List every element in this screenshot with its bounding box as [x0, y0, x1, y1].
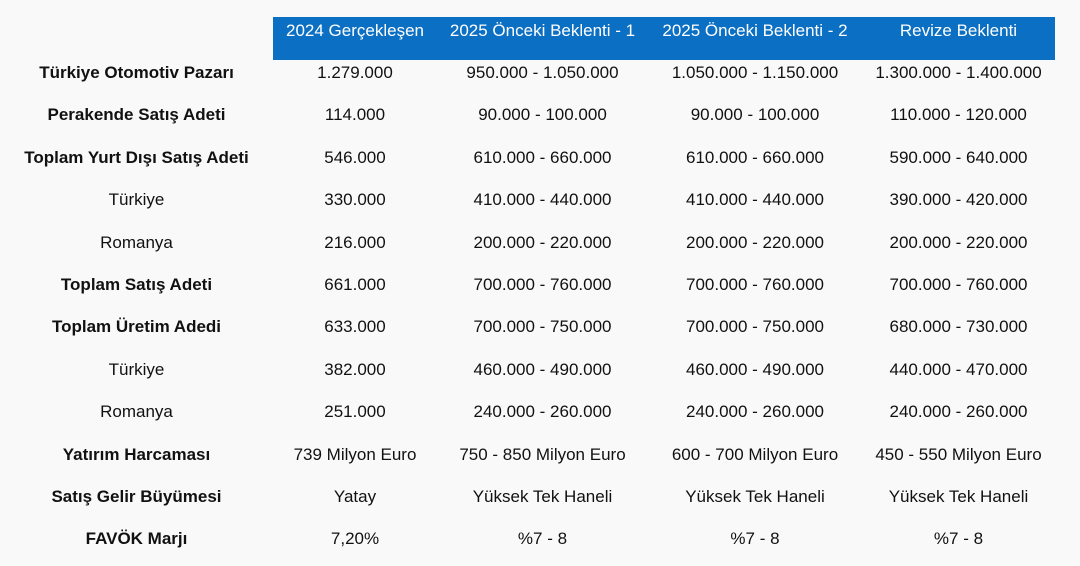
row-label: Türkiye	[108, 190, 165, 210]
cell-value: 590.000 - 640.000	[889, 147, 1028, 167]
cell-value: 610.000 - 660.000	[685, 147, 824, 167]
table-row	[0, 94, 1055, 136]
cell-value: 410.000 - 440.000	[473, 190, 612, 210]
table-header	[0, 10, 1055, 52]
header-2024: 2024 Gerçekleşen	[286, 21, 424, 40]
cell-value: 110.000 - 120.000	[890, 105, 1027, 125]
table-row	[0, 518, 1055, 560]
cell-value: 200.000 - 220.000	[473, 232, 612, 252]
header-revised: Revize Beklenti	[899, 21, 1018, 40]
row-label: Türkiye Otomotiv Pazarı	[39, 63, 234, 82]
cell-value: 90.000 - 100.000	[690, 105, 820, 125]
row-label: Türkiye	[108, 359, 165, 379]
table-row	[0, 137, 1055, 179]
cell-value: 440.000 - 470.000	[889, 359, 1028, 379]
row-label: Yatırım Harcaması	[62, 444, 211, 464]
cell-value: 661.000	[324, 275, 386, 294]
cell-value: 600 - 700 Milyon Euro	[671, 444, 839, 464]
cell-value: 382.000	[324, 359, 386, 379]
table-row	[0, 306, 1055, 348]
cell-value: 700.000 - 750.000	[685, 317, 824, 337]
cell-value: 330.000	[324, 190, 386, 210]
cell-value: %7 - 8	[517, 529, 568, 549]
cell-value: 114.000	[324, 105, 386, 125]
table-row	[0, 222, 1055, 264]
row-label: Satış Gelir Büyümesi	[51, 487, 222, 506]
table-row	[0, 52, 1055, 94]
cell-value: %7 - 8	[730, 529, 780, 549]
cell-value: 460.000 - 490.000	[473, 359, 612, 379]
cell-value: 700.000 - 760.000	[889, 275, 1028, 294]
table-row	[0, 349, 1055, 391]
cell-value: Yüksek Tek Haneli	[888, 487, 1029, 506]
cell-value: 90.000 - 100.000	[478, 105, 607, 125]
row-label: Romanya	[100, 402, 173, 422]
header-2025-prev-2: 2025 Önceki Beklenti - 2	[662, 21, 848, 40]
cell-value: 750 - 850 Milyon Euro	[459, 444, 626, 464]
row-label: Toplam Satış Adeti	[60, 275, 213, 294]
table-row	[0, 434, 1055, 476]
cell-value: Yatay	[333, 487, 377, 506]
cell-value: 950.000 - 1.050.000	[466, 63, 619, 82]
cell-value: 1.300.000 - 1.400.000	[875, 63, 1042, 82]
cell-value: 251.000	[324, 402, 386, 422]
cell-value: 410.000 - 440.000	[685, 190, 824, 210]
cell-value: 460.000 - 490.000	[685, 359, 824, 379]
cell-value: 240.000 - 260.000	[685, 402, 824, 422]
cell-value: 7,20%	[330, 529, 380, 549]
cell-value: %7 - 8	[933, 529, 984, 549]
cell-value: 700.000 - 760.000	[473, 275, 612, 294]
cell-value: 739 Milyon Euro	[293, 444, 417, 464]
header-2025-prev-1: 2025 Önceki Beklenti - 1	[449, 21, 636, 40]
row-label: Romanya	[100, 232, 173, 252]
row-label: Toplam Üretim Adedi	[51, 317, 222, 337]
cell-value: Yüksek Tek Haneli	[685, 487, 825, 506]
cell-value: 240.000 - 260.000	[473, 402, 612, 422]
table-row	[0, 391, 1055, 433]
table-row	[0, 264, 1055, 306]
row-label: FAVÖK Marjı	[85, 529, 188, 549]
cell-value: 546.000	[324, 147, 386, 167]
cell-value: 700.000 - 750.000	[473, 317, 612, 337]
row-label: Toplam Yurt Dışı Satış Adeti	[24, 147, 249, 167]
cell-value: 610.000 - 660.000	[473, 147, 612, 167]
cell-value: 1.279.000	[317, 63, 393, 82]
row-label: Perakende Satış Adeti	[47, 105, 226, 125]
cell-value: 216.000	[324, 232, 386, 252]
cell-value: 200.000 - 220.000	[889, 232, 1028, 252]
cell-value: 200.000 - 220.000	[685, 232, 824, 252]
cell-value: 450 - 550 Milyon Euro	[875, 444, 1042, 464]
cell-value: 700.000 - 760.000	[685, 275, 824, 294]
table-row	[0, 179, 1055, 221]
cell-value: 633.000	[324, 317, 386, 337]
cell-value: 1.050.000 - 1.150.000	[671, 63, 839, 82]
cell-value: Yüksek Tek Haneli	[472, 487, 613, 506]
cell-value: 240.000 - 260.000	[889, 402, 1028, 422]
table-row	[0, 476, 1055, 518]
cell-value: 390.000 - 420.000	[889, 190, 1028, 210]
cell-value: 680.000 - 730.000	[889, 317, 1028, 337]
